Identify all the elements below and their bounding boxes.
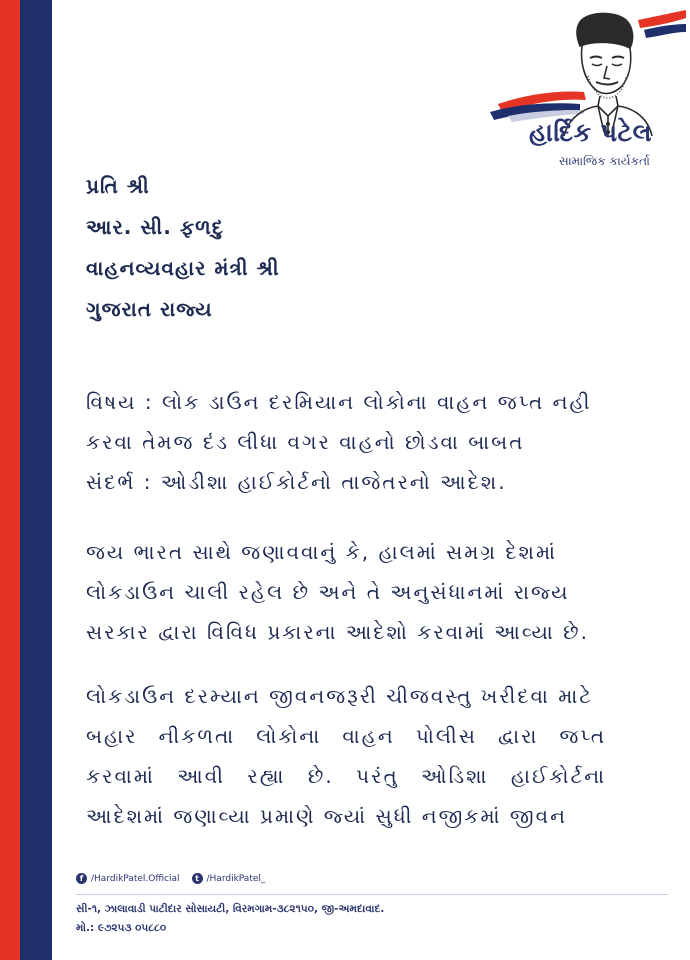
footer-address: સી-૧, ઝાલાવાડી પાટીદાર સોસાયટી, વિરમગામ-૩૮૨૧૫૦, જી-અમદાવાદ.	[76, 903, 385, 915]
paragraph-line: કરવામાં આવી રહ્યા છે. પરંતુ ઓડિશા હાઈકોર્ટના	[86, 764, 606, 788]
subject-line: કરવા તેમજ દંડ લીધા વગર વાહનો છોડવા બાબત	[86, 430, 525, 454]
twitter-handle[interactable]: /HardikPatel_	[206, 873, 266, 884]
facebook-icon[interactable]: f	[76, 873, 87, 884]
paragraph-line: આદેશમાં જણાવ્યા પ્રમાણે જ્યાં સુધી નજીકમાં જીવન	[86, 804, 567, 828]
social-links	[76, 873, 265, 884]
paragraph-line: લોકડાઉન ચાલી રહેલ છે અને તે અનુસંધાનમાં રાજ્ય	[86, 580, 570, 604]
paragraph-2	[86, 676, 606, 836]
twitter-icon[interactable]: t	[192, 873, 203, 884]
subject-block	[86, 382, 606, 502]
footer-divider	[76, 894, 668, 895]
paragraph-line: સરકાર દ્વારા વિવિધ પ્રકારના આદેશો કરવામાં આવ્યા છે.	[86, 620, 589, 644]
paragraph-1	[86, 532, 606, 652]
reference-line: સંદર્ભ : ઓડીશા હાઈકોર્ટનો તાજેતરનો આદેશ.	[86, 470, 507, 494]
recipient-line: વાહનવ્યવહાર મંત્રી શ્રી	[86, 256, 280, 280]
recipient-block	[86, 166, 280, 330]
portrait-logo	[488, 6, 688, 176]
recipient-line: પ્રતિ શ્રી	[86, 174, 150, 198]
footer-phone: મો.: ૯૭૨૫૩ ૦૫૮૮૦	[76, 922, 167, 934]
facebook-handle[interactable]: /HardikPatel.Official	[91, 873, 180, 884]
subject-line: વિષય : લોક ડાઉન દરમિયાન લોકોના વાહન જપ્ત નહી	[86, 390, 592, 414]
footer-address-block	[76, 900, 384, 938]
recipient-line: ગુજરાત રાજ્ય	[86, 297, 213, 321]
paragraph-line: લોકડાઉન દરમ્યાન જીવનજરૂરી ચીજવસ્તુ ખરીદવા માટે	[86, 684, 593, 708]
recipient-line: આર. સી. ફળદુ	[86, 215, 224, 239]
left-stripe-navy	[20, 0, 52, 960]
brand-name: હાર્દિક પટેલ	[528, 118, 652, 147]
paragraph-line: જય ભારત સાથે જણાવવાનું કે, હાલમાં સમગ્ર દેશમાં	[86, 540, 557, 564]
left-stripe-red	[0, 0, 20, 960]
brand-tagline: સામાજિક કાર્યકર્તા	[558, 154, 650, 168]
paragraph-line: બહાર નીકળતા લોકોના વાહન પોલીસ દ્વારા જપ્ત	[86, 724, 606, 748]
